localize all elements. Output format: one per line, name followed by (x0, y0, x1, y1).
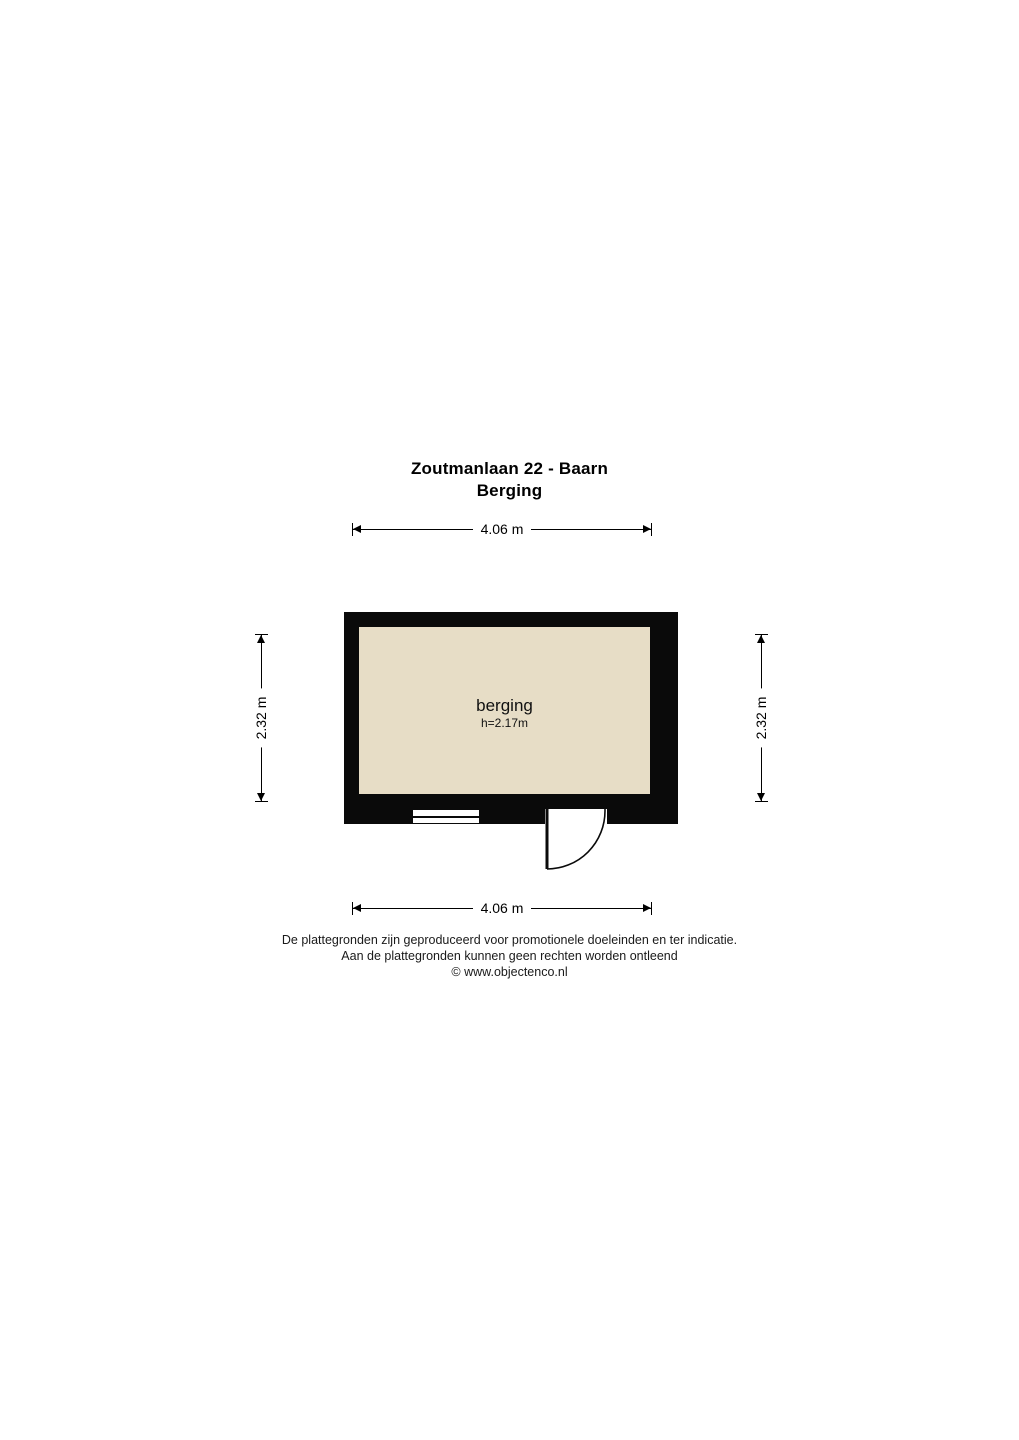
dimension-cap-bottom (255, 801, 268, 802)
dimension-left-value: 2.32 m (253, 689, 269, 748)
room-label (359, 696, 650, 731)
floorplan-drawing (344, 612, 678, 824)
title-address: Zoutmanlaan 22 - Baarn (410, 459, 609, 478)
page-title (0, 458, 1019, 502)
dimension-bottom-value: 4.06 m (473, 900, 532, 916)
dimension-bottom-width (352, 897, 652, 919)
arrow-down-icon (757, 793, 765, 801)
footer-line-1: De plattegronden zijn geproduceerd voor promotionele doeleinden en ter indicatie. (281, 933, 738, 947)
footer-copyright: © www.objectenco.nl (451, 965, 568, 979)
arrow-up-icon (257, 635, 265, 643)
door-swing-icon (543, 807, 609, 873)
title-floor: Berging (476, 481, 543, 500)
dimension-top-value: 4.06 m (473, 521, 532, 537)
room-height: h=2.17m (480, 716, 529, 730)
dimension-bottom-label (352, 897, 652, 919)
dimension-left-height (250, 634, 272, 802)
window (413, 809, 479, 824)
footer-line-2: Aan de plattegronden kunnen geen rechten worden ontleend (341, 949, 678, 963)
dimension-top-width (352, 518, 652, 540)
arrow-down-icon (257, 793, 265, 801)
dimension-right-value: 2.32 m (753, 689, 769, 748)
dimension-top-label (352, 518, 652, 540)
arrow-up-icon (757, 635, 765, 643)
room-name: berging (476, 696, 533, 715)
dimension-cap-bottom (755, 801, 768, 802)
footer-disclaimer (0, 932, 1019, 980)
dimension-right-height (750, 634, 772, 802)
